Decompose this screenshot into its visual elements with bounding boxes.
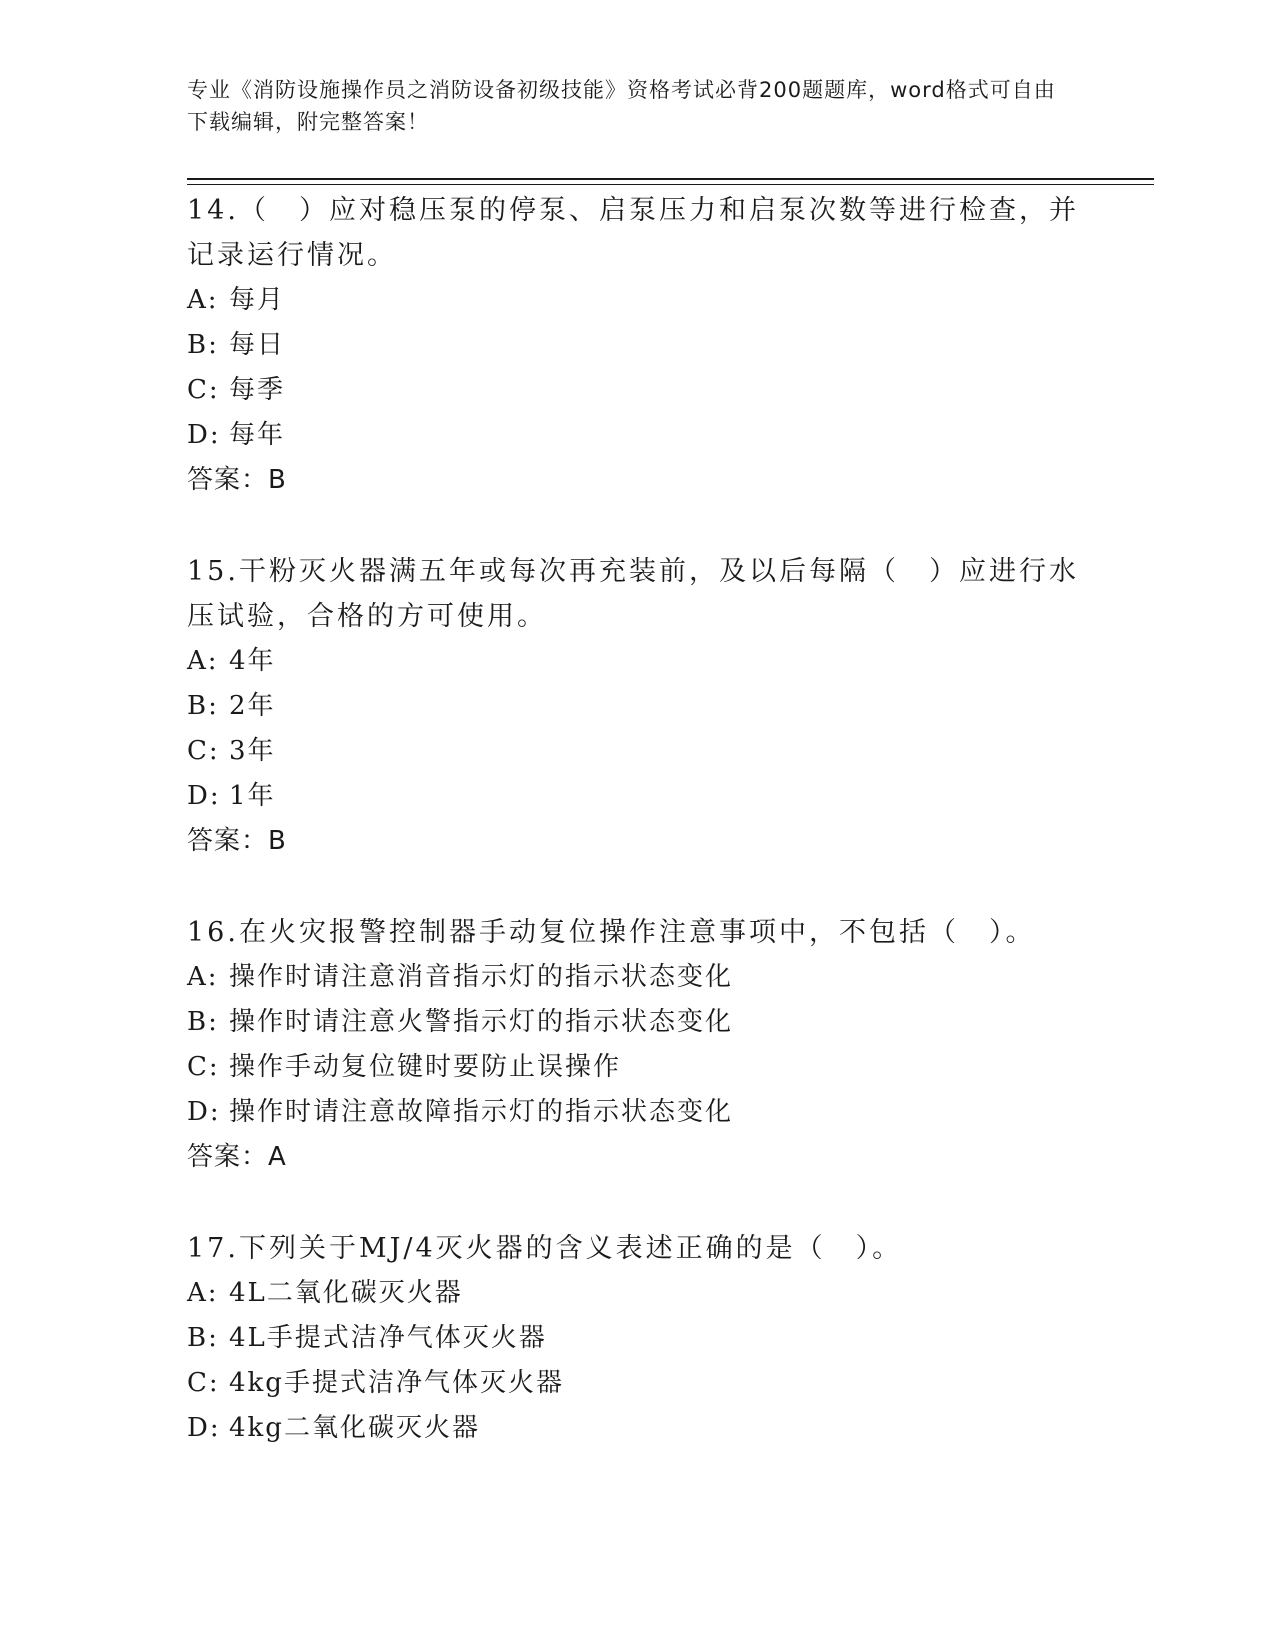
option-text: 每日 (229, 330, 286, 360)
option-c (187, 729, 1087, 774)
option-key: C: (187, 375, 220, 405)
option-text: 4L二氧化碳灭火器 (229, 1278, 463, 1308)
option-key: D: (187, 420, 221, 450)
option-d (187, 774, 1087, 819)
option-d (187, 413, 1087, 458)
option-b (187, 1316, 1087, 1361)
option-b (187, 1000, 1087, 1045)
option-key: D: (187, 781, 221, 811)
option-text: 操作时请注意消音指示灯的指示状态变化 (229, 962, 734, 992)
option-d (187, 1406, 1087, 1451)
option-b (187, 323, 1087, 368)
option-text: 4年 (229, 646, 276, 676)
option-text: 4kg二氧化碳灭火器 (229, 1413, 480, 1443)
question-14 (187, 188, 1087, 503)
header-rule-thin (187, 184, 1154, 185)
answer: 答案：A (187, 1142, 287, 1172)
option-key: C: (187, 1368, 220, 1398)
answer: 答案：B (187, 465, 287, 495)
option-text: 每季 (229, 375, 286, 405)
question-15 (187, 549, 1087, 864)
option-key: B: (187, 1323, 219, 1353)
header-rule-thick (187, 178, 1154, 180)
option-text: 每月 (229, 285, 286, 315)
option-a (187, 955, 1087, 1000)
option-text: 4L手提式洁净气体灭火器 (229, 1323, 547, 1353)
option-d (187, 1090, 1087, 1135)
option-text: 2年 (229, 691, 276, 721)
option-text: 操作时请注意故障指示灯的指示状态变化 (229, 1097, 734, 1127)
option-c (187, 1045, 1087, 1090)
answer: 答案：B (187, 826, 287, 856)
option-text: 1年 (229, 781, 276, 811)
option-text: 4kg手提式洁净气体灭火器 (229, 1368, 564, 1398)
option-key: C: (187, 1052, 220, 1082)
option-a (187, 639, 1087, 684)
option-key: A: (187, 646, 219, 676)
document-header: 专业《消防设施操作员之消防设备初级技能》资格考试必背200题题库，word格式可自由下载编辑，附完整答案！ (187, 78, 1056, 134)
option-text: 3年 (229, 736, 276, 766)
option-c (187, 368, 1087, 413)
option-key: B: (187, 1007, 219, 1037)
question-stem: 14.（ ）应对稳压泵的停泵、启泵压力和启泵次数等进行检查，并记录运行情况。 (187, 195, 1079, 271)
option-key: A: (187, 1278, 219, 1308)
question-stem: 16.在火灾报警控制器手动复位操作注意事项中，不包括（ ）。 (187, 917, 1036, 948)
option-text: 每年 (229, 420, 286, 450)
option-b (187, 684, 1087, 729)
option-key: D: (187, 1097, 221, 1127)
question-16 (187, 910, 1087, 1180)
option-c (187, 1361, 1087, 1406)
option-key: C: (187, 736, 220, 766)
option-key: B: (187, 691, 219, 721)
option-a (187, 1271, 1087, 1316)
option-key: B: (187, 330, 219, 360)
option-key: A: (187, 285, 219, 315)
option-text: 操作时请注意火警指示灯的指示状态变化 (229, 1007, 734, 1037)
question-17 (187, 1226, 1087, 1451)
option-key: D: (187, 1413, 221, 1443)
option-a (187, 278, 1087, 323)
question-stem: 17.下列关于MJ/4灭火器的含义表述正确的是（ ）。 (187, 1233, 903, 1264)
question-stem: 15.干粉灭火器满五年或每次再充装前，及以后每隔（ ）应进行水压试验，合格的方可使用。 (187, 556, 1079, 632)
option-key: A: (187, 962, 219, 992)
option-text: 操作手动复位键时要防止误操作 (229, 1052, 622, 1082)
